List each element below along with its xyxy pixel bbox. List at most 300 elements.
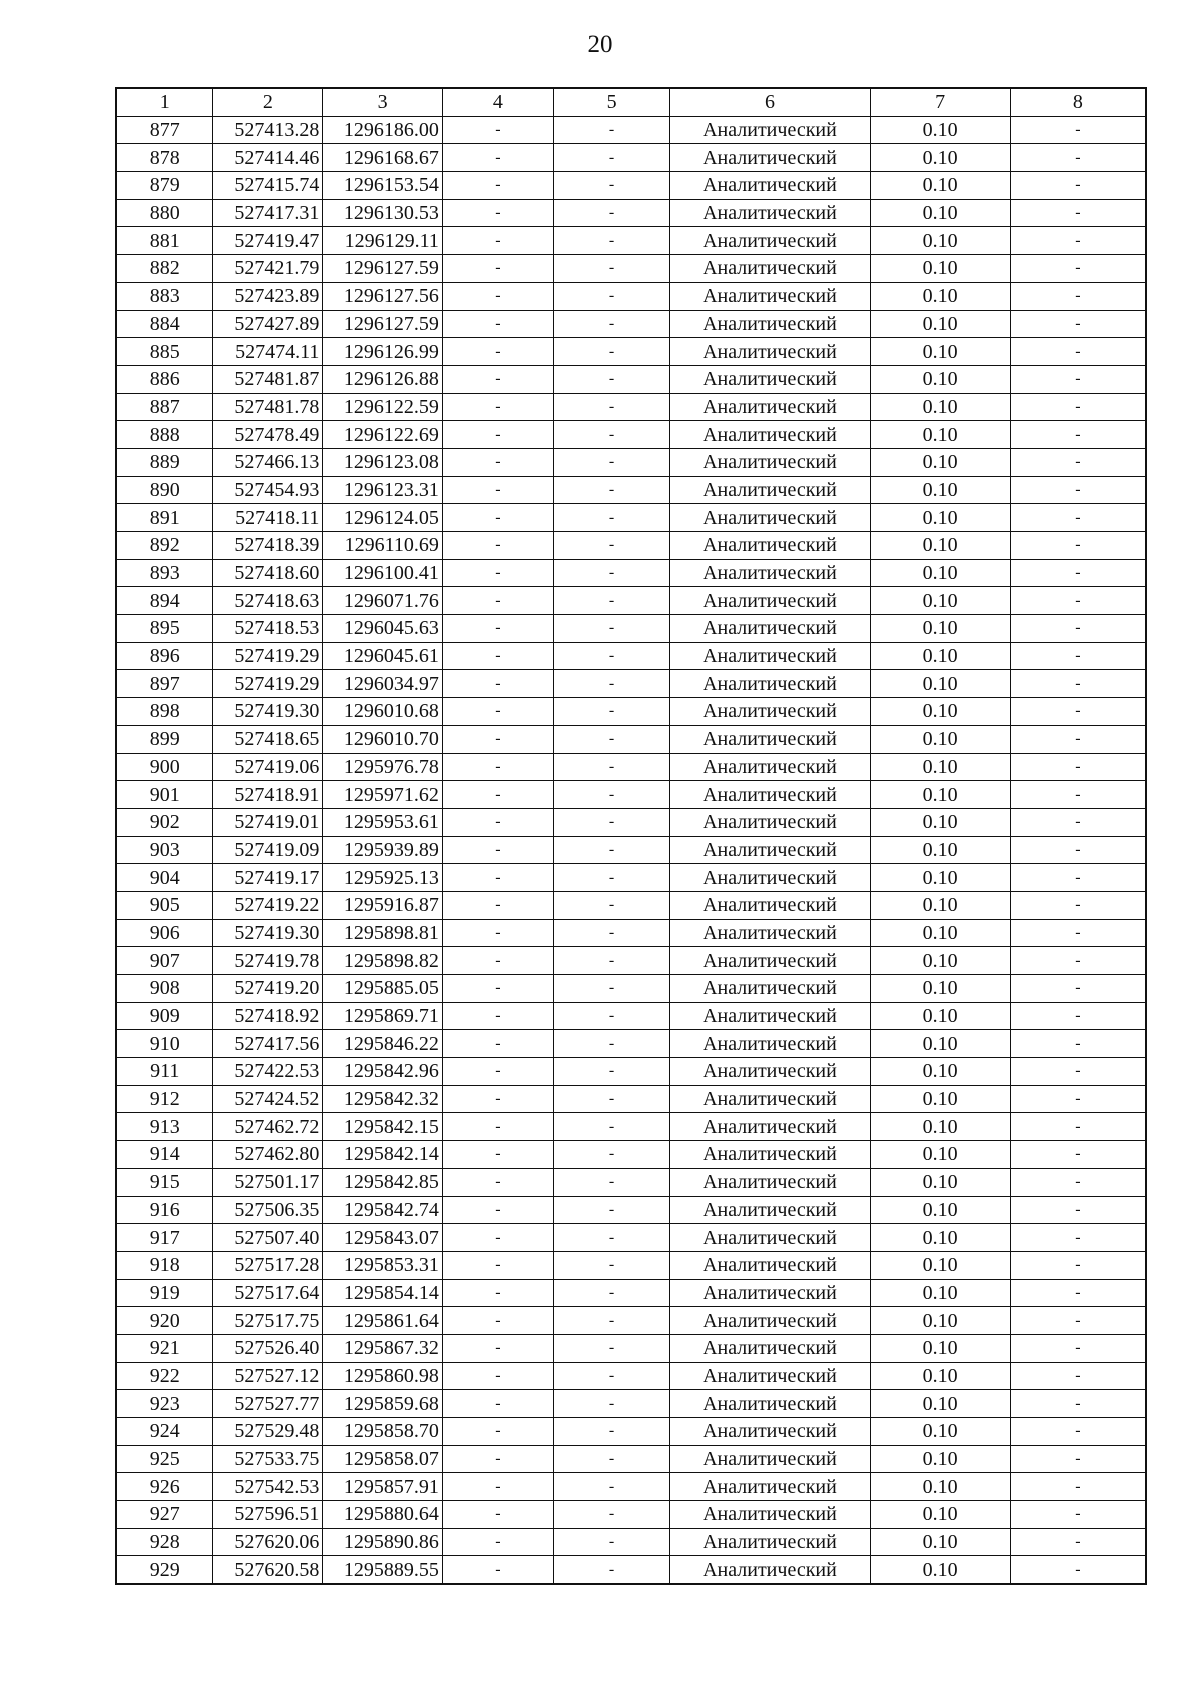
column-5-cell: - <box>553 172 669 200</box>
x-coordinate-cell: 527418.60 <box>213 559 323 587</box>
y-coordinate-cell: 1296122.59 <box>323 393 443 421</box>
method-cell: Аналитический <box>670 365 870 393</box>
method-cell: Аналитический <box>670 891 870 919</box>
column-5-cell: - <box>553 559 669 587</box>
accuracy-cell: 0.10 <box>870 1473 1010 1501</box>
accuracy-cell: 0.10 <box>870 1113 1010 1141</box>
accuracy-cell: 0.10 <box>870 1556 1010 1584</box>
method-cell: Аналитический <box>670 1445 870 1473</box>
method-cell: Аналитический <box>670 199 870 227</box>
column-4-cell: - <box>442 532 553 560</box>
point-number-cell: 884 <box>116 310 213 338</box>
method-cell: Аналитический <box>670 476 870 504</box>
point-number-cell: 913 <box>116 1113 213 1141</box>
method-cell: Аналитический <box>670 1085 870 1113</box>
point-number-cell: 916 <box>116 1196 213 1224</box>
point-number-cell: 889 <box>116 448 213 476</box>
column-8-cell: - <box>1010 1141 1146 1169</box>
point-number-cell: 882 <box>116 255 213 283</box>
method-cell: Аналитический <box>670 1362 870 1390</box>
column-header-7: 7 <box>870 88 1010 116</box>
accuracy-cell: 0.10 <box>870 532 1010 560</box>
method-cell: Аналитический <box>670 947 870 975</box>
column-4-cell: - <box>442 310 553 338</box>
column-4-cell: - <box>442 227 553 255</box>
y-coordinate-cell: 1295971.62 <box>323 781 443 809</box>
y-coordinate-cell: 1295857.91 <box>323 1473 443 1501</box>
table-row <box>116 698 1146 726</box>
x-coordinate-cell: 527542.53 <box>213 1473 323 1501</box>
x-coordinate-cell: 527454.93 <box>213 476 323 504</box>
column-8-cell: - <box>1010 615 1146 643</box>
point-number-cell: 891 <box>116 504 213 532</box>
column-4-cell: - <box>442 1307 553 1335</box>
column-5-cell: - <box>553 504 669 532</box>
column-4-cell: - <box>442 698 553 726</box>
table-row <box>116 532 1146 560</box>
column-header-5: 5 <box>553 88 669 116</box>
method-cell: Аналитический <box>670 1168 870 1196</box>
table-row <box>116 1334 1146 1362</box>
column-5-cell: - <box>553 282 669 310</box>
y-coordinate-cell: 1295842.74 <box>323 1196 443 1224</box>
method-cell: Аналитический <box>670 393 870 421</box>
y-coordinate-cell: 1295854.14 <box>323 1279 443 1307</box>
x-coordinate-cell: 527419.30 <box>213 698 323 726</box>
y-coordinate-cell: 1296186.00 <box>323 116 443 144</box>
column-8-cell: - <box>1010 1334 1146 1362</box>
x-coordinate-cell: 527418.63 <box>213 587 323 615</box>
accuracy-cell: 0.10 <box>870 891 1010 919</box>
table-header <box>116 88 1146 116</box>
point-number-cell: 877 <box>116 116 213 144</box>
method-cell: Аналитический <box>670 1002 870 1030</box>
method-cell: Аналитический <box>670 753 870 781</box>
accuracy-cell: 0.10 <box>870 1196 1010 1224</box>
x-coordinate-cell: 527474.11 <box>213 338 323 366</box>
column-8-cell: - <box>1010 1528 1146 1556</box>
point-number-cell: 922 <box>116 1362 213 1390</box>
method-cell: Аналитический <box>670 1418 870 1446</box>
x-coordinate-cell: 527419.01 <box>213 808 323 836</box>
column-8-cell: - <box>1010 1362 1146 1390</box>
column-8-cell: - <box>1010 1224 1146 1252</box>
column-header-6: 6 <box>670 88 870 116</box>
column-4-cell: - <box>442 587 553 615</box>
column-4-cell: - <box>442 1113 553 1141</box>
y-coordinate-cell: 1296034.97 <box>323 670 443 698</box>
x-coordinate-cell: 527462.72 <box>213 1113 323 1141</box>
point-number-cell: 909 <box>116 1002 213 1030</box>
column-5-cell: - <box>553 1030 669 1058</box>
column-8-cell: - <box>1010 282 1146 310</box>
column-4-cell: - <box>442 1528 553 1556</box>
y-coordinate-cell: 1295925.13 <box>323 864 443 892</box>
column-header-2: 2 <box>213 88 323 116</box>
method-cell: Аналитический <box>670 725 870 753</box>
table-row <box>116 753 1146 781</box>
point-number-cell: 897 <box>116 670 213 698</box>
column-8-cell: - <box>1010 753 1146 781</box>
x-coordinate-cell: 527419.09 <box>213 836 323 864</box>
x-coordinate-cell: 527419.29 <box>213 642 323 670</box>
column-5-cell: - <box>553 615 669 643</box>
column-8-cell: - <box>1010 1113 1146 1141</box>
table-row <box>116 1141 1146 1169</box>
method-cell: Аналитический <box>670 559 870 587</box>
y-coordinate-cell: 1295842.96 <box>323 1058 443 1086</box>
method-cell: Аналитический <box>670 504 870 532</box>
point-number-cell: 901 <box>116 781 213 809</box>
y-coordinate-cell: 1296045.63 <box>323 615 443 643</box>
column-8-cell: - <box>1010 144 1146 172</box>
accuracy-cell: 0.10 <box>870 1251 1010 1279</box>
y-coordinate-cell: 1295853.31 <box>323 1251 443 1279</box>
method-cell: Аналитический <box>670 227 870 255</box>
table-row <box>116 864 1146 892</box>
column-5-cell: - <box>553 255 669 283</box>
x-coordinate-cell: 527418.39 <box>213 532 323 560</box>
table-row <box>116 504 1146 532</box>
column-8-cell: - <box>1010 1002 1146 1030</box>
column-4-cell: - <box>442 1362 553 1390</box>
column-8-cell: - <box>1010 725 1146 753</box>
method-cell: Аналитический <box>670 338 870 366</box>
accuracy-cell: 0.10 <box>870 1168 1010 1196</box>
point-number-cell: 890 <box>116 476 213 504</box>
column-5-cell: - <box>553 698 669 726</box>
table-row <box>116 919 1146 947</box>
table-row <box>116 891 1146 919</box>
y-coordinate-cell: 1296123.31 <box>323 476 443 504</box>
point-number-cell: 879 <box>116 172 213 200</box>
point-number-cell: 885 <box>116 338 213 366</box>
column-5-cell: - <box>553 199 669 227</box>
point-number-cell: 893 <box>116 559 213 587</box>
accuracy-cell: 0.10 <box>870 227 1010 255</box>
column-5-cell: - <box>553 1168 669 1196</box>
column-4-cell: - <box>442 725 553 753</box>
column-4-cell: - <box>442 282 553 310</box>
x-coordinate-cell: 527418.65 <box>213 725 323 753</box>
table-row <box>116 282 1146 310</box>
x-coordinate-cell: 527419.06 <box>213 753 323 781</box>
y-coordinate-cell: 1295842.14 <box>323 1141 443 1169</box>
column-4-cell: - <box>442 947 553 975</box>
column-8-cell: - <box>1010 587 1146 615</box>
table-row <box>116 1418 1146 1446</box>
point-number-cell: 883 <box>116 282 213 310</box>
method-cell: Аналитический <box>670 1390 870 1418</box>
y-coordinate-cell: 1296127.59 <box>323 310 443 338</box>
x-coordinate-cell: 527418.92 <box>213 1002 323 1030</box>
y-coordinate-cell: 1296130.53 <box>323 199 443 227</box>
column-4-cell: - <box>442 670 553 698</box>
column-header-3: 3 <box>323 88 443 116</box>
column-5-cell: - <box>553 1058 669 1086</box>
column-4-cell: - <box>442 615 553 643</box>
method-cell: Аналитический <box>670 255 870 283</box>
column-5-cell: - <box>553 227 669 255</box>
column-8-cell: - <box>1010 172 1146 200</box>
x-coordinate-cell: 527501.17 <box>213 1168 323 1196</box>
method-cell: Аналитический <box>670 1058 870 1086</box>
x-coordinate-cell: 527419.20 <box>213 975 323 1003</box>
method-cell: Аналитический <box>670 808 870 836</box>
point-number-cell: 923 <box>116 1390 213 1418</box>
column-8-cell: - <box>1010 919 1146 947</box>
table-row <box>116 1251 1146 1279</box>
point-number-cell: 907 <box>116 947 213 975</box>
accuracy-cell: 0.10 <box>870 670 1010 698</box>
table-row <box>116 1445 1146 1473</box>
column-4-cell: - <box>442 781 553 809</box>
table-row <box>116 1528 1146 1556</box>
point-number-cell: 895 <box>116 615 213 643</box>
column-8-cell: - <box>1010 836 1146 864</box>
point-number-cell: 905 <box>116 891 213 919</box>
point-number-cell: 924 <box>116 1418 213 1446</box>
column-4-cell: - <box>442 808 553 836</box>
accuracy-cell: 0.10 <box>870 1279 1010 1307</box>
y-coordinate-cell: 1296071.76 <box>323 587 443 615</box>
accuracy-cell: 0.10 <box>870 504 1010 532</box>
method-cell: Аналитический <box>670 310 870 338</box>
accuracy-cell: 0.10 <box>870 338 1010 366</box>
column-5-cell: - <box>553 781 669 809</box>
column-header-8: 8 <box>1010 88 1146 116</box>
x-coordinate-cell: 527620.06 <box>213 1528 323 1556</box>
column-8-cell: - <box>1010 808 1146 836</box>
accuracy-cell: 0.10 <box>870 1362 1010 1390</box>
header-row <box>116 88 1146 116</box>
method-cell: Аналитический <box>670 587 870 615</box>
column-4-cell: - <box>442 144 553 172</box>
point-number-cell: 898 <box>116 698 213 726</box>
accuracy-cell: 0.10 <box>870 1030 1010 1058</box>
table-row <box>116 1085 1146 1113</box>
column-8-cell: - <box>1010 365 1146 393</box>
column-5-cell: - <box>553 1085 669 1113</box>
column-4-cell: - <box>442 1224 553 1252</box>
y-coordinate-cell: 1295869.71 <box>323 1002 443 1030</box>
method-cell: Аналитический <box>670 836 870 864</box>
column-5-cell: - <box>553 1196 669 1224</box>
column-5-cell: - <box>553 448 669 476</box>
column-5-cell: - <box>553 947 669 975</box>
column-5-cell: - <box>553 725 669 753</box>
column-4-cell: - <box>442 338 553 366</box>
accuracy-cell: 0.10 <box>870 282 1010 310</box>
point-number-cell: 914 <box>116 1141 213 1169</box>
x-coordinate-cell: 527424.52 <box>213 1085 323 1113</box>
y-coordinate-cell: 1296168.67 <box>323 144 443 172</box>
x-coordinate-cell: 527481.87 <box>213 365 323 393</box>
point-number-cell: 925 <box>116 1445 213 1473</box>
accuracy-cell: 0.10 <box>870 255 1010 283</box>
y-coordinate-cell: 1295939.89 <box>323 836 443 864</box>
accuracy-cell: 0.10 <box>870 1002 1010 1030</box>
column-5-cell: - <box>553 476 669 504</box>
column-5-cell: - <box>553 1473 669 1501</box>
table-row <box>116 255 1146 283</box>
table-row <box>116 1390 1146 1418</box>
point-number-cell: 929 <box>116 1556 213 1584</box>
method-cell: Аналитический <box>670 1251 870 1279</box>
x-coordinate-cell: 527506.35 <box>213 1196 323 1224</box>
point-number-cell: 886 <box>116 365 213 393</box>
y-coordinate-cell: 1295842.32 <box>323 1085 443 1113</box>
accuracy-cell: 0.10 <box>870 947 1010 975</box>
table-row <box>116 1362 1146 1390</box>
accuracy-cell: 0.10 <box>870 1528 1010 1556</box>
table-row <box>116 1224 1146 1252</box>
column-4-cell: - <box>442 476 553 504</box>
y-coordinate-cell: 1296110.69 <box>323 532 443 560</box>
point-number-cell: 899 <box>116 725 213 753</box>
y-coordinate-cell: 1295898.82 <box>323 947 443 975</box>
y-coordinate-cell: 1296127.56 <box>323 282 443 310</box>
column-4-cell: - <box>442 504 553 532</box>
method-cell: Аналитический <box>670 670 870 698</box>
column-8-cell: - <box>1010 421 1146 449</box>
y-coordinate-cell: 1295890.86 <box>323 1528 443 1556</box>
x-coordinate-cell: 527423.89 <box>213 282 323 310</box>
accuracy-cell: 0.10 <box>870 1501 1010 1529</box>
column-8-cell: - <box>1010 1058 1146 1086</box>
method-cell: Аналитический <box>670 698 870 726</box>
column-4-cell: - <box>442 975 553 1003</box>
column-8-cell: - <box>1010 255 1146 283</box>
table-row <box>116 642 1146 670</box>
point-number-cell: 910 <box>116 1030 213 1058</box>
accuracy-cell: 0.10 <box>870 448 1010 476</box>
point-number-cell: 918 <box>116 1251 213 1279</box>
accuracy-cell: 0.10 <box>870 1390 1010 1418</box>
y-coordinate-cell: 1295867.32 <box>323 1334 443 1362</box>
point-number-cell: 887 <box>116 393 213 421</box>
x-coordinate-cell: 527418.11 <box>213 504 323 532</box>
table-row <box>116 975 1146 1003</box>
point-number-cell: 926 <box>116 1473 213 1501</box>
table-row <box>116 421 1146 449</box>
column-5-cell: - <box>553 642 669 670</box>
point-number-cell: 892 <box>116 532 213 560</box>
column-8-cell: - <box>1010 227 1146 255</box>
x-coordinate-cell: 527527.12 <box>213 1362 323 1390</box>
column-4-cell: - <box>442 199 553 227</box>
column-5-cell: - <box>553 1528 669 1556</box>
x-coordinate-cell: 527422.53 <box>213 1058 323 1086</box>
table-row <box>116 448 1146 476</box>
column-5-cell: - <box>553 421 669 449</box>
accuracy-cell: 0.10 <box>870 642 1010 670</box>
column-4-cell: - <box>442 1058 553 1086</box>
column-8-cell: - <box>1010 698 1146 726</box>
x-coordinate-cell: 527417.56 <box>213 1030 323 1058</box>
y-coordinate-cell: 1296129.11 <box>323 227 443 255</box>
y-coordinate-cell: 1296124.05 <box>323 504 443 532</box>
column-5-cell: - <box>553 1334 669 1362</box>
method-cell: Аналитический <box>670 1307 870 1335</box>
method-cell: Аналитический <box>670 1473 870 1501</box>
x-coordinate-cell: 527481.78 <box>213 393 323 421</box>
y-coordinate-cell: 1295885.05 <box>323 975 443 1003</box>
table-row <box>116 227 1146 255</box>
method-cell: Аналитический <box>670 864 870 892</box>
column-8-cell: - <box>1010 947 1146 975</box>
method-cell: Аналитический <box>670 615 870 643</box>
method-cell: Аналитический <box>670 642 870 670</box>
accuracy-cell: 0.10 <box>870 310 1010 338</box>
y-coordinate-cell: 1296127.59 <box>323 255 443 283</box>
y-coordinate-cell: 1296010.70 <box>323 725 443 753</box>
column-4-cell: - <box>442 1445 553 1473</box>
accuracy-cell: 0.10 <box>870 975 1010 1003</box>
table-row <box>116 670 1146 698</box>
column-5-cell: - <box>553 753 669 781</box>
accuracy-cell: 0.10 <box>870 1141 1010 1169</box>
column-5-cell: - <box>553 1556 669 1584</box>
y-coordinate-cell: 1295861.64 <box>323 1307 443 1335</box>
column-4-cell: - <box>442 1556 553 1584</box>
table-row <box>116 172 1146 200</box>
column-5-cell: - <box>553 1113 669 1141</box>
table-row <box>116 1279 1146 1307</box>
y-coordinate-cell: 1295842.85 <box>323 1168 443 1196</box>
point-number-cell: 888 <box>116 421 213 449</box>
accuracy-cell: 0.10 <box>870 864 1010 892</box>
table-row <box>116 615 1146 643</box>
method-cell: Аналитический <box>670 172 870 200</box>
accuracy-cell: 0.10 <box>870 144 1010 172</box>
table-row <box>116 587 1146 615</box>
column-4-cell: - <box>442 1501 553 1529</box>
column-5-cell: - <box>553 1224 669 1252</box>
y-coordinate-cell: 1295976.78 <box>323 753 443 781</box>
column-5-cell: - <box>553 116 669 144</box>
accuracy-cell: 0.10 <box>870 698 1010 726</box>
column-5-cell: - <box>553 891 669 919</box>
method-cell: Аналитический <box>670 144 870 172</box>
column-8-cell: - <box>1010 864 1146 892</box>
column-4-cell: - <box>442 255 553 283</box>
column-8-cell: - <box>1010 1030 1146 1058</box>
accuracy-cell: 0.10 <box>870 1307 1010 1335</box>
accuracy-cell: 0.10 <box>870 808 1010 836</box>
point-number-cell: 903 <box>116 836 213 864</box>
column-4-cell: - <box>442 365 553 393</box>
column-8-cell: - <box>1010 1473 1146 1501</box>
column-5-cell: - <box>553 310 669 338</box>
x-coordinate-cell: 527415.74 <box>213 172 323 200</box>
column-5-cell: - <box>553 587 669 615</box>
accuracy-cell: 0.10 <box>870 365 1010 393</box>
accuracy-cell: 0.10 <box>870 1058 1010 1086</box>
column-5-cell: - <box>553 1390 669 1418</box>
table-row <box>116 1002 1146 1030</box>
accuracy-cell: 0.10 <box>870 836 1010 864</box>
column-4-cell: - <box>442 1418 553 1446</box>
accuracy-cell: 0.10 <box>870 753 1010 781</box>
column-4-cell: - <box>442 448 553 476</box>
y-coordinate-cell: 1295880.64 <box>323 1501 443 1529</box>
method-cell: Аналитический <box>670 532 870 560</box>
column-5-cell: - <box>553 144 669 172</box>
y-coordinate-cell: 1296123.08 <box>323 448 443 476</box>
accuracy-cell: 0.10 <box>870 1418 1010 1446</box>
y-coordinate-cell: 1295843.07 <box>323 1224 443 1252</box>
